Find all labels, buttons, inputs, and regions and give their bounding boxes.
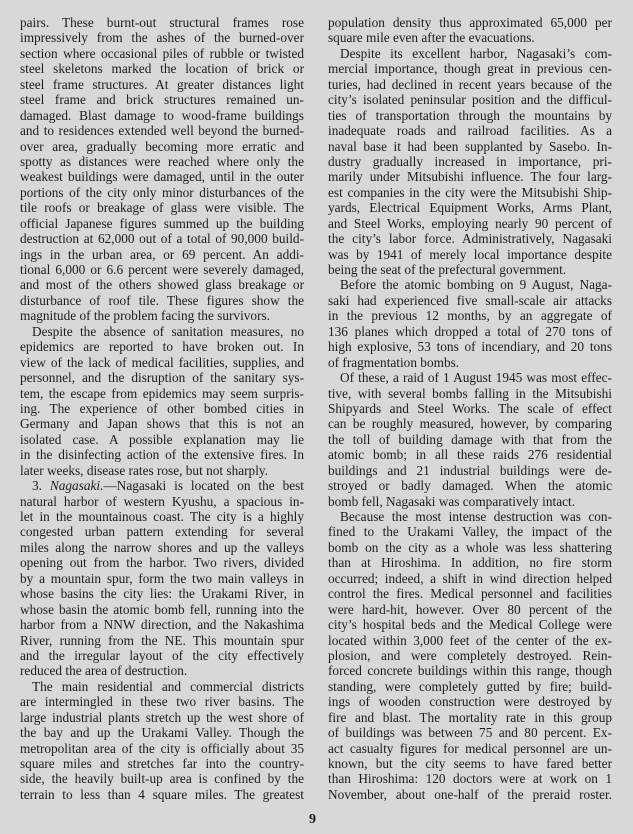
text-line: magnitude of the problem facing the survivors. <box>20 308 270 324</box>
text-line: in the disinfecting action of the extensive fires. In <box>20 447 304 463</box>
text-line: Of these, a raid of 1 August 1945 was most effec- <box>340 370 612 386</box>
text-line: est companies in the city were the Mitsubishi Ship- <box>328 184 612 200</box>
text-line: than Hiroshima: 120 doctors were at work on 1 <box>328 771 612 787</box>
text-line: pairs. These burnt-out structural frames rose <box>20 15 304 30</box>
text-line: are intermingled in these two river basins. The <box>20 694 304 710</box>
text-line: ings of wooden construction were destroyed by <box>328 694 612 710</box>
text-line: fined to the Urakami Valley, the impact of the <box>328 524 612 540</box>
text-line: let in the mountainous coast. The city is a highly <box>20 509 304 524</box>
text-line: dustry gradually increased in importance, pri- <box>328 153 612 169</box>
text-line: steel frame structures. At greater distances light <box>20 76 304 92</box>
text-line: 136 planes which dropped a total of 270 tons of <box>328 323 612 339</box>
text-line: in the previous 12 months, by an aggregate of <box>328 308 612 324</box>
text-line: later weeks, disease rates rose, but not sharply. <box>20 462 269 478</box>
text-line <box>20 478 304 493</box>
text-line: metropolitan area of the city is officially about 35 <box>20 740 304 756</box>
text-line: disturbance of roof tile. These figures show the <box>20 292 304 308</box>
text-line: standing, were completely gutted by fire; build- <box>328 678 612 694</box>
text-line: known, but the city seems to have fared better <box>328 756 612 771</box>
text-line: tem, the escape from epidemics may seem surpris- <box>20 385 304 401</box>
section-text: —Nagasaki is located on the best <box>103 478 304 494</box>
text-line: whose basins the city lies: the Urakami River, in <box>20 586 304 602</box>
section-number: 3. <box>32 478 50 494</box>
text-line: The main residential and commercial districts <box>32 678 304 694</box>
text-line: city’s hospital beds and the Medical College were <box>328 617 612 633</box>
text-line: saki had experienced five small-scale air attacks <box>328 292 612 308</box>
text-line: large industrial plants stretch up the west shore of <box>20 709 304 725</box>
text-line: ing. The experience of other bombed cities in <box>20 400 304 416</box>
text-line: inadequate roads and railroad facilities. As a <box>328 123 612 139</box>
text-line: over area, gradually becoming more erratic and <box>20 138 304 154</box>
text-line: yards, Electrical Equipment Works, Arms Plant, <box>328 200 612 216</box>
text-line: city’s isolated peninsular position and the difficul- <box>328 92 612 108</box>
text-line: impressively from the ashes of the burned-over <box>20 30 304 46</box>
text-line: square miles and stretches far into the country- <box>20 756 304 771</box>
text-line: harbor from a NNW direction, and the Nakashima <box>20 617 304 633</box>
text-line: by a mountain spur, form the two main valleys in <box>20 570 304 586</box>
text-line: congested urban pattern extending for several <box>20 524 304 540</box>
text-line: mercial importance, though great in previous cen- <box>328 61 612 77</box>
text-line: bomb fell, Nagasaki was comparatively intact. <box>328 493 576 509</box>
text-line: Before the atomic bombing on 9 August, Naga- <box>340 277 612 293</box>
text-line: River, running from the NE. This mountain spur <box>20 632 304 648</box>
text-line: steel skeletons marked the location of brick or <box>20 61 304 77</box>
text-line: atomic bomb; in all these raids 276 residential <box>328 447 612 463</box>
text-line: high explosive, 53 tons of incendiary, and 20 tons <box>328 339 612 355</box>
text-line: section where occasional piles of rubble or twisted <box>20 45 304 61</box>
text-line: miles along the narrow shores and up the valleys <box>20 539 304 555</box>
text-line: official Japanese figures summed up the building <box>20 215 304 231</box>
text-line: reduced the area of destruction. <box>20 663 188 679</box>
text-line: can be roughly measured, however, by comparing <box>328 416 612 432</box>
text-line: tile roofs or breakage of glass were visible. The <box>20 200 304 216</box>
text-line: view of the lack of medical facilities, supplies, and <box>20 354 304 370</box>
left-text-column <box>20 15 304 802</box>
text-line: epidemics are reported to have broken out. In <box>20 339 304 355</box>
text-line: of buildings was between 75 and 80 percent. Ex- <box>328 725 612 741</box>
text-line: the toll of building damage with that from the <box>328 431 612 447</box>
text-line: bomb on the city as a whole was less shattering <box>328 539 612 555</box>
page-number: 9 <box>309 812 316 827</box>
text-line: Shipyards and Steel Works. The scale of effect <box>328 400 612 416</box>
text-line: occurred; indeed, a shift in wind direction helped <box>328 570 612 586</box>
text-line: plosion, and were completely destroyed. Rein- <box>328 647 612 663</box>
text-line: Despite the absence of sanitation measures, no <box>32 323 304 339</box>
text-line: tional 6,000 or 6.6 percent were severely damaged, <box>20 262 304 277</box>
text-line: the bay and up the Urakami Valley. Though the <box>20 725 304 741</box>
text-line: were hard-hit, however. Over 80 percent of the <box>328 601 612 617</box>
text-line: than at Hiroshima. In addition, no fire storm <box>328 555 612 571</box>
text-line: isolated case. A possible explanation may lie <box>20 431 304 447</box>
text-line: terrain to less than 4 square miles. The greatest <box>20 786 304 802</box>
text-line: and Steel Works, employing nearly 90 percent of <box>328 215 612 231</box>
text-line: steel frame and brick structures remained un- <box>20 92 304 108</box>
text-line: whose basin the atomic bomb fell, running into the <box>20 601 304 617</box>
text-line: opening out from the harbor. Two rivers, divided <box>20 555 304 571</box>
text-line: side, the heavily built-up area is confined by the <box>20 771 304 787</box>
text-line: weakest buildings were damaged, until in the outer <box>20 169 304 185</box>
text-line: stroyed or badly damaged. When the atomic <box>328 478 612 494</box>
section-heading: Nagasaki. <box>49 478 104 494</box>
text-line: being the seat of the prefectural government. <box>328 262 567 277</box>
text-line: control the fires. Medical personnel and facilities <box>328 586 612 602</box>
text-line: Despite its excellent harbor, Nagasaki’s com- <box>340 45 612 61</box>
text-line: naval base it had been supplanted by Sasebo. In- <box>328 138 612 154</box>
text-line: was by 1941 of merely local importance despite <box>328 246 612 262</box>
text-line: marily under Mitsubishi influence. The four larg- <box>328 169 612 185</box>
text-line: damaged. Blast damage to wood-frame buildings <box>20 107 304 123</box>
text-line: population density thus approximated 65,000 per <box>328 15 612 30</box>
text-line: turies, had declined in recent years because of the <box>328 76 612 92</box>
text-line: ings in the urban area, or 69 percent. An addi- <box>20 246 304 262</box>
text-line: ties of transportation through the mountains by <box>328 107 612 123</box>
text-line: of fragmentation bombs. <box>328 354 460 370</box>
text-line: and to residences extended well beyond the burned- <box>20 123 304 139</box>
text-line: the city’s labor force. Administratively, Nagasaki <box>328 231 612 247</box>
text-line: natural harbor of western Kyushu, a spacious in- <box>20 493 304 509</box>
text-line: and most of the others showed glass breakage or <box>20 277 304 293</box>
text-line: buildings and 21 industrial buildings were de- <box>328 462 612 478</box>
text-line: November, about one-half of the preraid roster. <box>328 786 612 802</box>
text-line: Because the most intense destruction was con- <box>340 509 612 524</box>
text-line: portions of the city only minor disturbances of the <box>20 184 304 200</box>
text-line: located within 3,000 feet of the center of the ex- <box>328 632 612 648</box>
text-line: destruction at 62,000 out of a total of 90,000 build- <box>20 231 304 247</box>
right-text-column <box>328 15 612 802</box>
text-line: Germany and Japan shows that this is not an <box>20 416 304 432</box>
text-line: spotty as distances were reached where only the <box>20 153 304 169</box>
text-line: square mile even after the evacuations. <box>328 30 535 46</box>
text-line: and the irregular layout of the city effectively <box>20 647 304 663</box>
text-line: fire and blast. The mortality rate in this group <box>328 709 612 725</box>
text-line: act casualty figures for medical personnel are un- <box>328 740 612 756</box>
text-line: personnel, and the disruption of the sanitary sys- <box>20 370 304 386</box>
text-line: tive, with several bombs falling in the Mitsubishi <box>328 385 612 401</box>
text-line: forced concrete buildings within this range, though <box>328 663 612 679</box>
